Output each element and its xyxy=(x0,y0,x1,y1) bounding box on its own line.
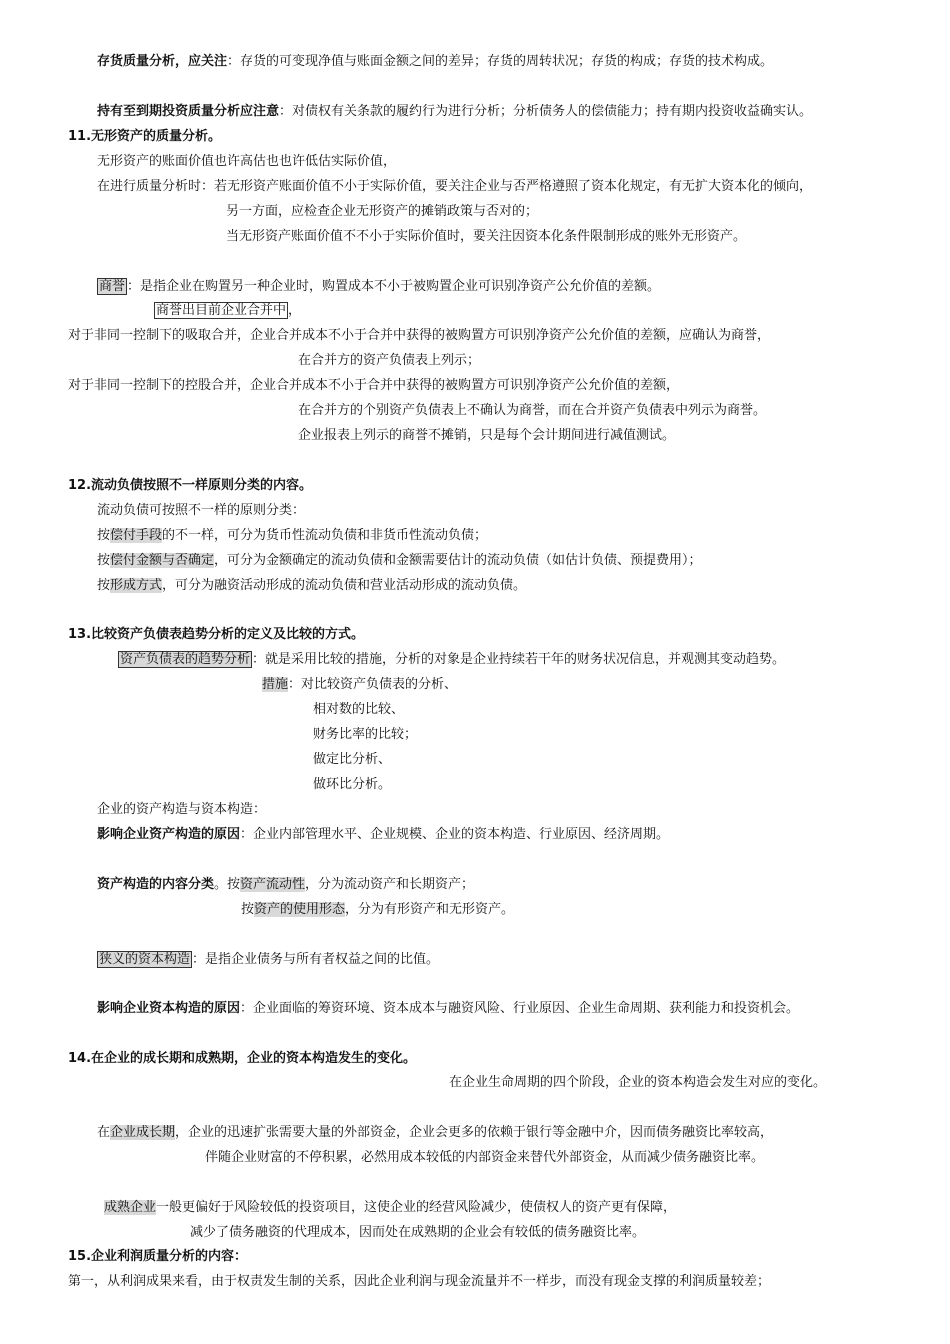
methods-line xyxy=(262,676,457,694)
trend-line xyxy=(118,651,785,669)
asset-factors-line xyxy=(97,826,669,844)
asset-classification-post: ，分为流动资产和长期资产； xyxy=(305,877,475,892)
s12-item-a xyxy=(97,527,487,545)
goodwill-definition: ：是指企业在购置另一种企业时，购置成本不小于被购置企业可识别净资产公允价值的差额。 xyxy=(127,279,661,294)
s12-item-b-pre: 按 xyxy=(97,553,111,568)
s11-line-7: 对于非同一控制下的控股合并，企业合并成本不小于合并中获得的被购置方可识别净资产公允价值的差额， xyxy=(68,378,680,393)
s12-item-a-pre: 按 xyxy=(97,528,111,543)
s12-item-c-highlight: 形成方式 xyxy=(110,578,163,593)
asset-classification-2-pre: 按 xyxy=(241,902,255,917)
s11-line-4: 当无形资产账面价值不不小于实际价值时，要关注因资本化条件限制形成的账外无形资产。 xyxy=(226,229,747,244)
htm-line xyxy=(97,103,812,121)
s12-intro: 流动负债可按照不一样的原则分类： xyxy=(97,503,306,518)
growth-pre: 在 xyxy=(97,1125,111,1140)
asset-classification-line xyxy=(97,876,474,894)
s12-item-c xyxy=(97,577,526,595)
s12-item-b-post: ，可分为金额确定的流动负债和金额需要估计的流动负债（如估计负债、预提费用）； xyxy=(214,553,702,568)
s14-line-3: 伴随企业财富的不停积累，必然用成本较低的内部资金来替代外部资金，从而减少债务融资比率。 xyxy=(205,1150,765,1165)
trend-definition: ：就是采用比较的措施，分析的对象是企业持续若干年的财务状况信息，并观测其变动趋势。 xyxy=(252,652,786,667)
methods-first: ：对比较资产负债表的分析、 xyxy=(288,677,458,692)
method-2: 相对数的比较、 xyxy=(313,702,405,717)
asset-classification-pre: 。按 xyxy=(214,877,241,892)
section-15-title: 15.企业利润质量分析的内容： xyxy=(68,1249,248,1264)
s11-line-3: 另一方面，应检查企业无形资产的摊销政策与否对的； xyxy=(226,204,539,219)
capital-factors-label: 影响企业资本构造的原因 xyxy=(97,1001,241,1016)
capital-factors-line xyxy=(97,1000,799,1018)
section-11-title: 11.无形资产的质量分析。 xyxy=(68,129,222,144)
inventory-label: 存货质量分析，应关注 xyxy=(97,54,228,69)
s12-item-c-post: ，可分为融资活动形成的流动负债和营业活动形成的流动负债。 xyxy=(162,578,527,593)
s15-line-1: 第一，从利润成果来看，由于权责发生制的关系，因此企业利润与现金流量并不一样步，而没有现金支撑的利润质量较差； xyxy=(68,1274,771,1289)
growth-line xyxy=(97,1124,773,1142)
s11-line-2: 在进行质量分析时：若无形资产账面价值不小于实际价值，要关注企业与否严格遵照了资本化规定，有无扩大资本化的倾向， xyxy=(97,179,813,194)
method-4: 做定比分析、 xyxy=(313,752,392,767)
s14-line-1: 在企业生命周期的四个阶段，企业的资本构造会发生对应的变化。 xyxy=(449,1075,827,1090)
goodwill-source: 商誉出目前企业合并中 xyxy=(156,303,287,318)
s12-item-a-post: 的不一样，可分为货币性流动负债和非货币性流动负债； xyxy=(162,528,488,543)
mature-post: 一般更偏好于风险较低的投资项目，这使企业的经营风险减少，使债权人的资产更有保障， xyxy=(156,1200,677,1215)
asset-classification-2-post: ，分为有形资产和无形资产。 xyxy=(345,902,515,917)
section-13-title: 13.比较资产负债表趋势分析的定义及比较的方式。 xyxy=(68,627,365,642)
s11-line-9: 企业报表上列示的商誉不摊销，只是每个会计期间进行减值测试。 xyxy=(298,428,676,443)
structure-line: 企业的资产构造与资本构造： xyxy=(97,802,267,817)
trend-term: 资产负债表的趋势分析 xyxy=(120,652,251,667)
section-12-title: 12.流动负债按照不一样原则分类的内容。 xyxy=(68,478,313,493)
goodwill-line xyxy=(97,278,660,296)
htm-text: ：对债权有关条款的履约行为进行分析；分析债务人的偿债能力；持有期内投资收益确实认。 xyxy=(279,104,813,119)
asset-classification-highlight: 资产流动性 xyxy=(240,877,306,892)
s12-item-b xyxy=(97,552,702,570)
s11-line-5: 对于非同一控制下的吸取合并，企业合并成本不小于合并中获得的被购置方可识别净资产公允价值的差额，应确认为商誉， xyxy=(68,328,771,343)
method-5: 做环比分析。 xyxy=(313,777,392,792)
s11-line-1: 无形资产的账面价值也许高估也也许低估实际价值， xyxy=(97,154,397,169)
mature-line xyxy=(104,1199,676,1217)
asset-classification-2-highlight: 资产的使用形态 xyxy=(254,902,346,917)
section-14-title: 14.在企业的成长期和成熟期，企业的资本构造发生的变化。 xyxy=(68,1051,417,1066)
s12-item-c-pre: 按 xyxy=(97,578,111,593)
growth-post: ，企业的迅速扩张需要大量的外部资金，企业会更多的依赖于银行等金融中介，因而债务融资比率较高， xyxy=(175,1125,774,1140)
s12-item-b-highlight: 偿付金额与否确定 xyxy=(110,553,215,568)
s14-line-5: 减少了债务融资的代理成本，因而处在成熟期的企业会有较低的债务融资比率。 xyxy=(190,1225,646,1240)
growth-highlight: 企业成长期 xyxy=(110,1125,176,1140)
s12-item-a-highlight: 偿付手段 xyxy=(110,528,163,543)
inventory-line xyxy=(97,53,773,71)
goodwill-source-line xyxy=(154,302,301,320)
narrow-capital-definition: ：是指企业债务与所有者权益之间的比值。 xyxy=(192,952,440,967)
narrow-capital-line xyxy=(97,951,439,969)
method-3: 财务比率的比较； xyxy=(313,727,418,742)
htm-label: 持有至到期投资质量分析应注意 xyxy=(97,104,280,119)
inventory-text: ：存货的可变现净值与账面金额之间的差异；存货的周转状况；存货的构成；存货的技术构成。 xyxy=(227,54,774,69)
s11-line-8: 在合并方的个别资产负债表上不确认为商誉，而在合并资产负债表中列示为商誉。 xyxy=(298,403,767,418)
asset-factors-text: ：企业内部管理水平、企业规模、企业的资本构造、行业原因、经济周期。 xyxy=(240,827,670,842)
capital-factors-text: ：企业面临的筹资环境、资本成本与融资风险、行业原因、企业生命周期、获利能力和投资机会。 xyxy=(240,1001,800,1016)
goodwill-term: 商誉 xyxy=(99,279,126,294)
s11-line-6: 在合并方的资产负债表上列示； xyxy=(298,353,481,368)
asset-factors-label: 影响企业资产构造的原因 xyxy=(97,827,241,842)
mature-highlight: 成熟企业 xyxy=(104,1200,157,1215)
methods-label: 措施 xyxy=(262,677,289,692)
asset-classification-label: 资产构造的内容分类 xyxy=(97,877,215,892)
goodwill-source-tail: ， xyxy=(288,303,302,318)
narrow-capital-term: 狭义的资本构造 xyxy=(99,952,191,967)
asset-classification-line-2 xyxy=(241,901,514,919)
